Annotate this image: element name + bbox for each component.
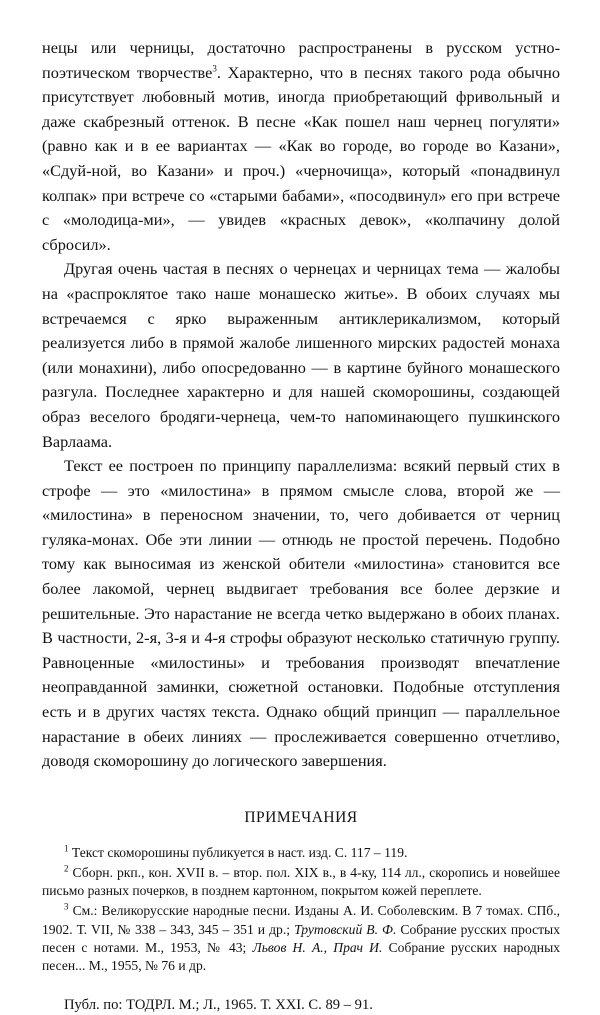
footnote-ref-3: 3 <box>212 63 217 74</box>
paragraph-2: Другая очень частая в песнях о чернецах и черницах тема — жалобы на «распроклятое тако наше монашеско житье». В обоих случаях мы встречаемся с ярко выраженным антиклерикализмом, который реализуется либо в прямой жалобе лишенного мирских радостей монаха (или монахини), либо опосредованно — в картине буйного монашеского разгула. Последнее характерно и для нашей скоморошины, создающей образ веселого бродяги-чернеца, чем-то напоминающего пушкинского Варлаама. <box>42 259 560 451</box>
paragraph-3: Текст ее построен по принципу параллелизма: всякий первый стих в строфе — это «милостина» в прямом смысле слова, второй же — «милостина» в переносном значении, то, чего добивается от черниц гуляка-монах. Обе эти линии — отнюдь не простой перечень. Подобно тому как выносимая из женской обители «милостина» становится все более лакомой, чернец выдвигает требования все более дерзкие и решительные. Это нарастание не всегда четко выдержано в обоих планах. В частности, 2-я, 3-я и 4-я строфы образуют несколько статичную группу. Равноценные «милостины» и требования производят впечатление неоправданной заминки, сюжетной остановки. Подобные отступления есть и в других частях текста. Однако общий принцип — параллельное нарастание в обеих линиях — прослеживается совершенно отчетливо, доводя скоморошину до логического завершения. <box>42 456 560 771</box>
paragraph-1: нецы или черницы, достаточно распространены в русском устно-поэтическом творчестве$^3$. Характерно, что в песнях такого рода обычно присутствует любовный мотив, иногда приобретающий фривольный и даже скабрезный оттенок. В песне «Как пошел наш чернец погуляти» (равно как и в ее вариантах — «Как во городе, во городе во Казани», «Сдуй-ной, во Казани» и проч.) «черночища», который «понадвинул колпак» при встрече со «старыми бабами», «посодвинул» его при встрече с «молодица-ми», — увидев «красных девок», «колпачину долой сбросил». <box>42 38 560 254</box>
author-name: Львов Н. А., Прач И. <box>252 939 383 955</box>
note-1: $^1$ Текст скоморошины публикуется в наст. изд. С. 117 – 119. <box>64 843 408 860</box>
note-3: $^3$ См.: Великорусские народные песни. Изданы А. И. Соболевским. В 7 томах. СПб., 1902. Т. VII, № 338 – 343, 345 – 351 и др.; Трутовский В. Ф. Собрание русских простых песен с нотами. М., 1953, № 43; Львов Н. А., Прач И. Собрание русских народных песен... М., 1955, № 76 и др. <box>42 901 560 974</box>
note-2: $^2$ Сборн. ркп., кон. XVII в. – втор. пол. XIX в., в 4-ку, 114 лл., скоропись и новейшее письмо разных почерков, в позднем картонном, покрытом кожей переплете. <box>42 863 560 899</box>
body-text <box>42 36 560 774</box>
note-number: 2 <box>64 863 69 874</box>
note-number: 3 <box>64 901 69 912</box>
document-page <box>42 36 560 1015</box>
author-name: Трутовский В. Ф. <box>294 921 397 937</box>
notes-heading: ПРИМЕЧАНИЯ <box>244 808 358 826</box>
notes-list <box>42 844 560 975</box>
publication-source: Публ. по: ТОДРЛ. М.; Л., 1965. Т. XXI. С. 89 – 91. <box>64 997 373 1014</box>
note-number: 1 <box>64 843 69 854</box>
